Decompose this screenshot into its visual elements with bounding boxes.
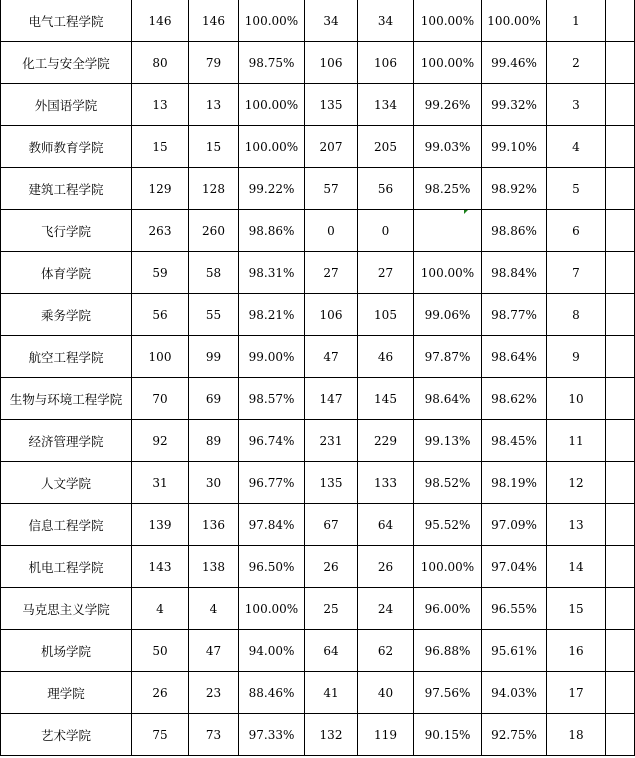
table-row xyxy=(1,630,635,672)
empty-cell[interactable] xyxy=(606,504,635,546)
col-d-cell[interactable]: 106 xyxy=(305,42,358,84)
col-d-cell[interactable]: 0 xyxy=(305,210,358,252)
col-c-rate-cell[interactable]: 100.00% xyxy=(239,84,305,126)
col-a-cell[interactable]: 129 xyxy=(132,168,189,210)
col-b-cell[interactable]: 15 xyxy=(189,126,239,168)
rank-cell[interactable]: 16 xyxy=(547,630,606,672)
college-name-cell[interactable]: 体育学院 xyxy=(1,252,132,294)
col-d-cell[interactable]: 27 xyxy=(305,252,358,294)
rank-cell[interactable]: 15 xyxy=(547,588,606,630)
empty-cell[interactable] xyxy=(606,336,635,378)
col-c-rate-cell[interactable]: 94.00% xyxy=(239,630,305,672)
col-b-cell[interactable]: 58 xyxy=(189,252,239,294)
col-b-cell[interactable]: 260 xyxy=(189,210,239,252)
col-g-rate-cell[interactable]: 99.32% xyxy=(482,84,547,126)
rank-cell[interactable]: 10 xyxy=(547,378,606,420)
col-a-cell[interactable]: 15 xyxy=(132,126,189,168)
col-f-rate-cell[interactable]: 95.52% xyxy=(414,504,482,546)
col-e-cell[interactable]: 145 xyxy=(358,378,414,420)
empty-cell[interactable] xyxy=(606,42,635,84)
empty-cell[interactable] xyxy=(606,588,635,630)
col-d-cell[interactable]: 25 xyxy=(305,588,358,630)
empty-cell[interactable] xyxy=(606,378,635,420)
table-row xyxy=(1,546,635,588)
col-c-rate-cell[interactable]: 100.00% xyxy=(239,126,305,168)
col-a-cell[interactable]: 4 xyxy=(132,588,189,630)
college-name-cell[interactable]: 外国语学院 xyxy=(1,84,132,126)
col-a-cell[interactable]: 26 xyxy=(132,672,189,714)
col-a-cell[interactable]: 59 xyxy=(132,252,189,294)
col-e-cell[interactable]: 64 xyxy=(358,504,414,546)
rank-cell[interactable]: 1 xyxy=(547,0,606,42)
col-f-rate-cell[interactable]: 96.88% xyxy=(414,630,482,672)
col-e-cell[interactable]: 40 xyxy=(358,672,414,714)
col-f-rate-cell[interactable]: 97.87% xyxy=(414,336,482,378)
college-name-cell[interactable]: 化工与安全学院 xyxy=(1,42,132,84)
college-name-cell[interactable]: 机场学院 xyxy=(1,630,132,672)
col-e-cell[interactable]: 205 xyxy=(358,126,414,168)
rank-cell[interactable]: 3 xyxy=(547,84,606,126)
col-a-cell[interactable]: 31 xyxy=(132,462,189,504)
col-a-cell[interactable]: 92 xyxy=(132,420,189,462)
col-d-cell[interactable]: 132 xyxy=(305,714,358,756)
table-row xyxy=(1,672,635,714)
rank-cell[interactable]: 17 xyxy=(547,672,606,714)
col-a-cell[interactable]: 70 xyxy=(132,378,189,420)
col-g-rate-cell[interactable]: 99.10% xyxy=(482,126,547,168)
empty-cell[interactable] xyxy=(606,714,635,756)
col-c-rate-cell[interactable]: 98.75% xyxy=(239,42,305,84)
col-b-cell[interactable]: 136 xyxy=(189,504,239,546)
college-name-cell[interactable]: 机电工程学院 xyxy=(1,546,132,588)
table-row xyxy=(1,420,635,462)
col-f-rate-cell[interactable]: 99.03% xyxy=(414,126,482,168)
col-c-rate-cell[interactable]: 98.57% xyxy=(239,378,305,420)
table-row xyxy=(1,588,635,630)
col-g-rate-cell[interactable]: 98.86% xyxy=(482,210,547,252)
col-b-cell[interactable]: 128 xyxy=(189,168,239,210)
col-g-rate-cell[interactable]: 94.03% xyxy=(482,672,547,714)
col-f-rate-cell[interactable]: 100.00% xyxy=(414,42,482,84)
col-f-rate-cell[interactable]: 98.25% xyxy=(414,168,482,210)
col-g-rate-cell[interactable]: 98.19% xyxy=(482,462,547,504)
col-g-rate-cell[interactable]: 98.62% xyxy=(482,378,547,420)
col-a-cell[interactable]: 56 xyxy=(132,294,189,336)
rank-cell[interactable]: 12 xyxy=(547,462,606,504)
col-e-cell[interactable]: 34 xyxy=(358,0,414,42)
col-c-rate-cell[interactable]: 98.31% xyxy=(239,252,305,294)
table-row xyxy=(1,462,635,504)
college-name-cell[interactable]: 马克思主义学院 xyxy=(1,588,132,630)
col-d-cell[interactable]: 47 xyxy=(305,336,358,378)
empty-cell[interactable] xyxy=(606,630,635,672)
col-e-cell[interactable]: 106 xyxy=(358,42,414,84)
col-e-cell[interactable]: 134 xyxy=(358,84,414,126)
col-f-rate-cell[interactable]: 100.00% xyxy=(414,546,482,588)
table-row xyxy=(1,0,635,42)
table-body xyxy=(1,0,635,756)
table-row xyxy=(1,504,635,546)
col-b-cell[interactable]: 4 xyxy=(189,588,239,630)
col-e-cell[interactable]: 229 xyxy=(358,420,414,462)
col-f-rate-cell[interactable]: 90.15% xyxy=(414,714,482,756)
col-f-rate-cell[interactable]: 100.00% xyxy=(414,0,482,42)
table-row xyxy=(1,84,635,126)
col-b-cell[interactable]: 73 xyxy=(189,714,239,756)
college-name-cell[interactable]: 信息工程学院 xyxy=(1,504,132,546)
col-b-cell[interactable]: 69 xyxy=(189,378,239,420)
col-c-rate-cell[interactable]: 98.86% xyxy=(239,210,305,252)
col-d-cell[interactable]: 57 xyxy=(305,168,358,210)
col-d-cell[interactable]: 26 xyxy=(305,546,358,588)
college-name-cell[interactable]: 建筑工程学院 xyxy=(1,168,132,210)
col-a-cell[interactable]: 146 xyxy=(132,0,189,42)
college-name-cell[interactable]: 艺术学院 xyxy=(1,714,132,756)
col-g-rate-cell[interactable]: 92.75% xyxy=(482,714,547,756)
col-g-rate-cell[interactable]: 100.00% xyxy=(482,0,547,42)
cell-marker-icon xyxy=(464,210,468,214)
rank-cell[interactable]: 5 xyxy=(547,168,606,210)
rank-cell[interactable]: 11 xyxy=(547,420,606,462)
empty-cell[interactable] xyxy=(606,252,635,294)
col-c-rate-cell[interactable]: 96.77% xyxy=(239,462,305,504)
table-row xyxy=(1,168,635,210)
table-row xyxy=(1,210,635,252)
col-c-rate-cell[interactable]: 100.00% xyxy=(239,588,305,630)
empty-cell[interactable] xyxy=(606,462,635,504)
col-c-rate-cell[interactable]: 99.22% xyxy=(239,168,305,210)
col-a-cell[interactable]: 50 xyxy=(132,630,189,672)
col-b-cell[interactable]: 23 xyxy=(189,672,239,714)
col-d-cell[interactable]: 64 xyxy=(305,630,358,672)
col-b-cell[interactable]: 79 xyxy=(189,42,239,84)
col-g-rate-cell[interactable]: 98.64% xyxy=(482,336,547,378)
col-f-rate-cell[interactable]: 99.06% xyxy=(414,294,482,336)
empty-cell[interactable] xyxy=(606,546,635,588)
col-b-cell[interactable]: 30 xyxy=(189,462,239,504)
college-name-cell[interactable]: 飞行学院 xyxy=(1,210,132,252)
col-c-rate-cell[interactable]: 97.84% xyxy=(239,504,305,546)
col-c-rate-cell[interactable]: 88.46% xyxy=(239,672,305,714)
rank-cell[interactable]: 9 xyxy=(547,336,606,378)
college-name-cell[interactable]: 人文学院 xyxy=(1,462,132,504)
col-c-rate-cell[interactable]: 100.00% xyxy=(239,0,305,42)
col-a-cell[interactable]: 80 xyxy=(132,42,189,84)
col-f-rate-cell[interactable]: 99.13% xyxy=(414,420,482,462)
col-a-cell[interactable]: 75 xyxy=(132,714,189,756)
col-f-rate-cell[interactable]: 98.64% xyxy=(414,378,482,420)
col-c-rate-cell[interactable]: 97.33% xyxy=(239,714,305,756)
col-b-cell[interactable]: 55 xyxy=(189,294,239,336)
empty-cell[interactable] xyxy=(606,0,635,42)
rank-cell[interactable]: 8 xyxy=(547,294,606,336)
col-f-rate-cell[interactable]: 97.56% xyxy=(414,672,482,714)
col-e-cell[interactable]: 133 xyxy=(358,462,414,504)
empty-cell[interactable] xyxy=(606,210,635,252)
col-e-cell[interactable]: 119 xyxy=(358,714,414,756)
table-row xyxy=(1,126,635,168)
col-b-cell[interactable]: 47 xyxy=(189,630,239,672)
col-d-cell[interactable]: 135 xyxy=(305,462,358,504)
col-b-cell[interactable]: 138 xyxy=(189,546,239,588)
college-name-cell[interactable]: 乘务学院 xyxy=(1,294,132,336)
col-d-cell[interactable]: 41 xyxy=(305,672,358,714)
col-g-rate-cell[interactable]: 97.09% xyxy=(482,504,547,546)
rank-cell[interactable]: 18 xyxy=(547,714,606,756)
table-row xyxy=(1,294,635,336)
col-g-rate-cell[interactable]: 98.92% xyxy=(482,168,547,210)
col-e-cell[interactable]: 105 xyxy=(358,294,414,336)
col-a-cell[interactable]: 100 xyxy=(132,336,189,378)
college-name-cell[interactable]: 电气工程学院 xyxy=(1,0,132,42)
col-d-cell[interactable]: 34 xyxy=(305,0,358,42)
col-e-cell[interactable]: 27 xyxy=(358,252,414,294)
empty-cell[interactable] xyxy=(606,294,635,336)
college-name-cell[interactable]: 生物与环境工程学院 xyxy=(1,378,132,420)
col-g-rate-cell[interactable]: 97.04% xyxy=(482,546,547,588)
col-e-cell[interactable]: 26 xyxy=(358,546,414,588)
empty-cell[interactable] xyxy=(606,672,635,714)
empty-cell[interactable] xyxy=(606,420,635,462)
col-a-cell[interactable]: 143 xyxy=(132,546,189,588)
col-f-rate-cell[interactable]: 100.00% xyxy=(414,252,482,294)
col-d-cell[interactable]: 135 xyxy=(305,84,358,126)
college-name-cell[interactable]: 经济管理学院 xyxy=(1,420,132,462)
table-row xyxy=(1,378,635,420)
col-g-rate-cell[interactable]: 98.77% xyxy=(482,294,547,336)
empty-cell[interactable] xyxy=(606,168,635,210)
col-a-cell[interactable]: 263 xyxy=(132,210,189,252)
college-name-cell[interactable]: 航空工程学院 xyxy=(1,336,132,378)
col-e-cell[interactable]: 62 xyxy=(358,630,414,672)
col-g-rate-cell[interactable]: 99.46% xyxy=(482,42,547,84)
table-row xyxy=(1,252,635,294)
col-c-rate-cell[interactable]: 96.74% xyxy=(239,420,305,462)
col-d-cell[interactable]: 231 xyxy=(305,420,358,462)
college-name-cell[interactable]: 教师教育学院 xyxy=(1,126,132,168)
col-e-cell[interactable]: 24 xyxy=(358,588,414,630)
col-f-rate-cell[interactable]: 99.26% xyxy=(414,84,482,126)
table-row xyxy=(1,714,635,756)
col-c-rate-cell[interactable]: 99.00% xyxy=(239,336,305,378)
col-d-cell[interactable]: 207 xyxy=(305,126,358,168)
col-d-cell[interactable]: 147 xyxy=(305,378,358,420)
col-a-cell[interactable]: 13 xyxy=(132,84,189,126)
col-b-cell[interactable]: 99 xyxy=(189,336,239,378)
col-b-cell[interactable]: 13 xyxy=(189,84,239,126)
table-row xyxy=(1,336,635,378)
col-f-rate-cell[interactable]: 98.52% xyxy=(414,462,482,504)
table-row xyxy=(1,42,635,84)
col-b-cell[interactable]: 89 xyxy=(189,420,239,462)
col-e-cell[interactable]: 0 xyxy=(358,210,414,252)
col-g-rate-cell[interactable]: 98.45% xyxy=(482,420,547,462)
col-g-rate-cell[interactable]: 96.55% xyxy=(482,588,547,630)
rank-cell[interactable]: 7 xyxy=(547,252,606,294)
empty-cell[interactable] xyxy=(606,84,635,126)
col-c-rate-cell[interactable]: 98.21% xyxy=(239,294,305,336)
college-name-cell[interactable]: 理学院 xyxy=(1,672,132,714)
col-g-rate-cell[interactable]: 98.84% xyxy=(482,252,547,294)
empty-cell[interactable] xyxy=(606,126,635,168)
col-e-cell[interactable]: 56 xyxy=(358,168,414,210)
col-c-rate-cell[interactable]: 96.50% xyxy=(239,546,305,588)
rank-cell[interactable]: 6 xyxy=(547,210,606,252)
col-e-cell[interactable]: 46 xyxy=(358,336,414,378)
col-g-rate-cell[interactable]: 95.61% xyxy=(482,630,547,672)
col-a-cell[interactable]: 139 xyxy=(132,504,189,546)
rank-cell[interactable]: 14 xyxy=(547,546,606,588)
rank-cell[interactable]: 4 xyxy=(547,126,606,168)
col-b-cell[interactable]: 146 xyxy=(189,0,239,42)
col-d-cell[interactable]: 106 xyxy=(305,294,358,336)
col-d-cell[interactable]: 67 xyxy=(305,504,358,546)
col-f-rate-cell[interactable] xyxy=(414,210,482,252)
rank-cell[interactable]: 13 xyxy=(547,504,606,546)
rank-cell[interactable]: 2 xyxy=(547,42,606,84)
col-f-rate-cell[interactable]: 96.00% xyxy=(414,588,482,630)
